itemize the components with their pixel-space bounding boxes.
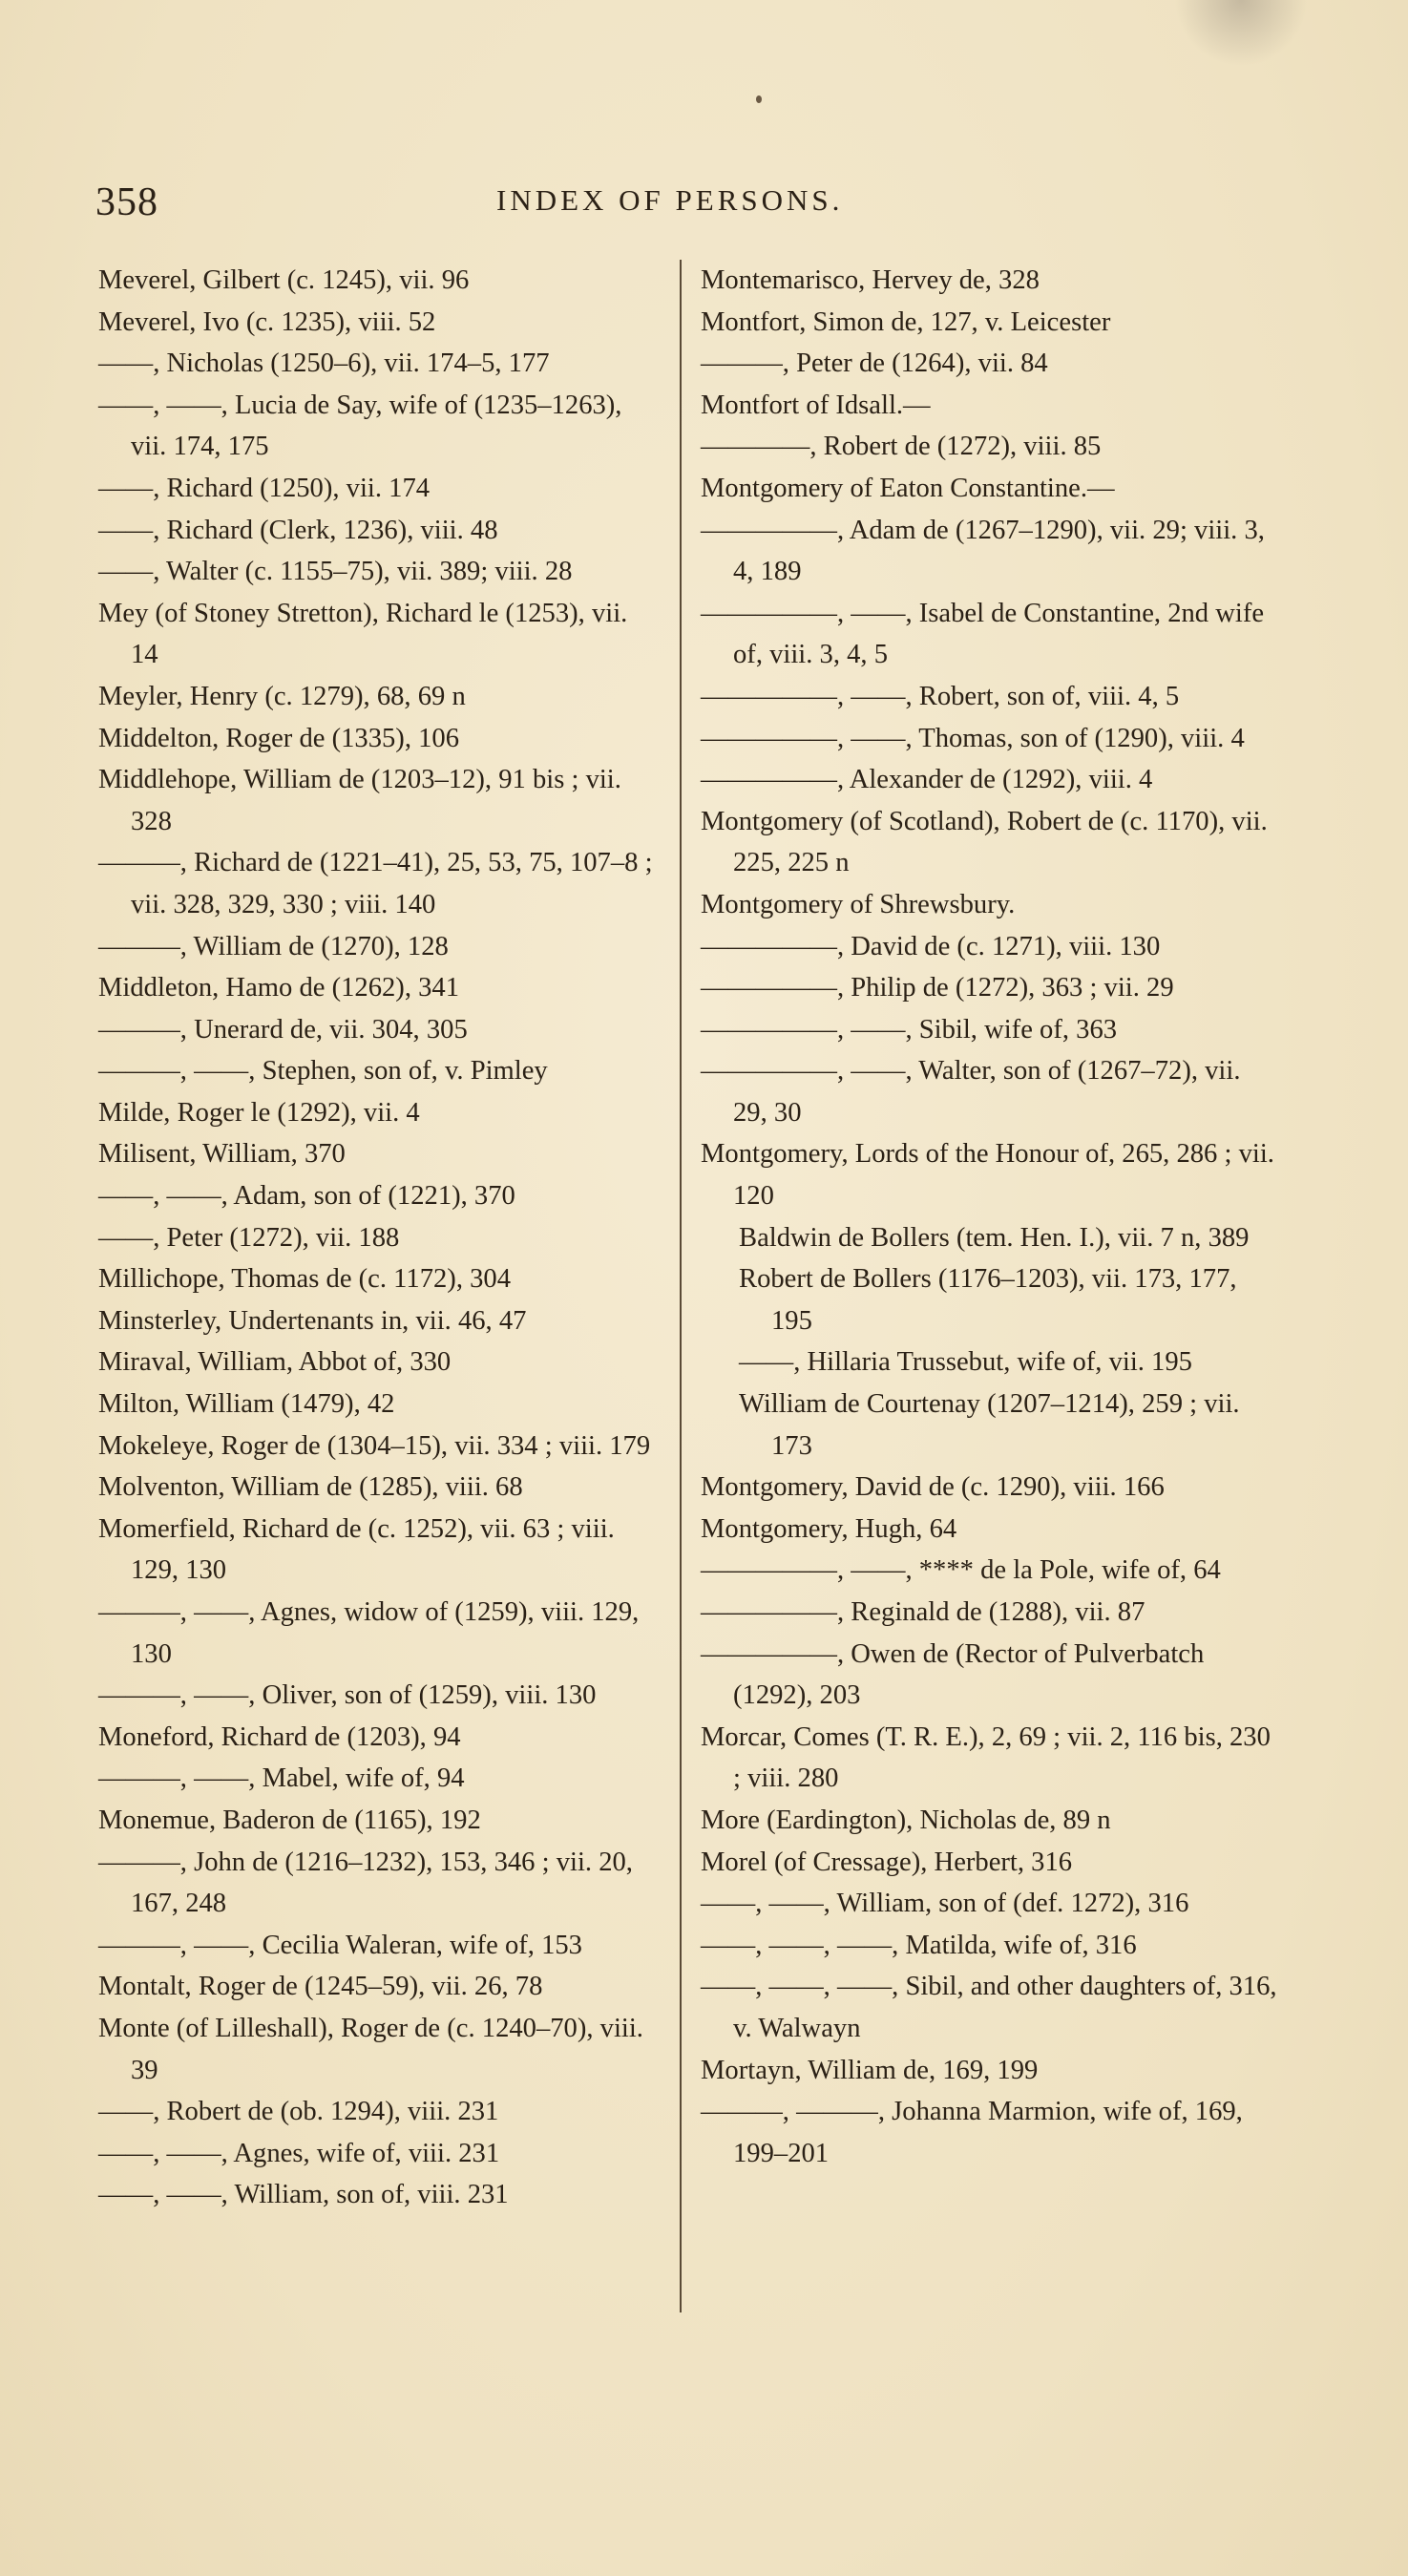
index-entry: Milde, Roger le (1292), vii. 4 <box>98 1097 420 1128</box>
index-entry: Morcar, Comes (T. R. E.), 2, 69 ; vii. 2, 116 bis, 230 ; viii. 280 <box>701 1721 1271 1794</box>
index-entry: Monemue, Baderon de (1165), 192 <box>98 1805 481 1835</box>
index-entry: Montfort, Simon de, 127, v. Leicester <box>701 306 1111 337</box>
index-entry: Montgomery, David de (c. 1290), viii. 166 <box>701 1472 1165 1503</box>
index-entry: Millichope, Thomas de (c. 1172), 304 <box>98 1264 512 1295</box>
index-entry: —————, ——, Isabel de Constantine, 2nd wife of, viii. 3, 4, 5 <box>701 598 1265 670</box>
column-divider <box>680 260 682 2312</box>
index-entry: ———, William de (1270), 128 <box>98 931 449 961</box>
index-entry: More (Eardington), Nicholas de, 89 n <box>701 1805 1111 1835</box>
index-entry: Middelton, Roger de (1335), 106 <box>98 723 460 753</box>
index-entry: ———, ——, Stephen, son of, v. Pimley <box>98 1056 548 1087</box>
index-entry: William de Courtenay (1207–1214), 259 ; vii. 173 <box>739 1389 1240 1461</box>
index-entry: ——, ——, ——, Sibil, and other daughters of, 316, v. Walwayn <box>701 1972 1277 2043</box>
index-entry: Montgomery, Hugh, 64 <box>701 1513 957 1544</box>
index-entry: —————, ——, Walter, son of (1267–72), vii. 29, 30 <box>701 1056 1241 1128</box>
index-entry: Mokeleye, Roger de (1304–15), vii. 334 ; viii. 179 <box>98 1430 651 1461</box>
index-entry: —————, Philip de (1272), 363 ; vii. 29 <box>701 973 1174 1003</box>
index-entry: ——, Peter (1272), vii. 188 <box>98 1222 400 1253</box>
index-entry: Moneford, Richard de (1203), 94 <box>98 1721 461 1752</box>
index-entry: —————, ——, Robert, son of, viii. 4, 5 <box>701 681 1180 711</box>
index-entry: Montemarisco, Hervey de, 328 <box>701 265 1040 295</box>
index-entry: —————, Adam de (1267–1290), vii. 29; viii. 3, 4, 189 <box>701 515 1265 587</box>
index-entry: ——, Nicholas (1250–6), vii. 174–5, 177 <box>98 348 550 379</box>
index-entry: Meyler, Henry (c. 1279), 68, 69 n <box>98 681 466 711</box>
index-entry: ——, ——, Lucia de Say, wife of (1235–1263), vii. 174, 175 <box>98 390 622 462</box>
index-entry: Milton, William (1479), 42 <box>98 1389 395 1420</box>
index-entry: ———, ———, Johanna Marmion, wife of, 169, 199–201 <box>701 2097 1243 2168</box>
index-entry: Montgomery of Shrewsbury. <box>701 889 1016 919</box>
index-entry: —————, ——, Thomas, son of (1290), viii. 4 <box>701 723 1245 753</box>
index-entry: ———, Richard de (1221–41), 25, 53, 75, 107–8 ; vii. 328, 329, 330 ; viii. 140 <box>98 848 653 919</box>
right-index-column <box>701 260 1278 2174</box>
index-entry: ———, ——, Mabel, wife of, 94 <box>98 1763 465 1794</box>
index-entry: —————, ——, Sibil, wife of, 363 <box>701 1014 1118 1045</box>
index-entry: Morel (of Cressage), Herbert, 316 <box>701 1847 1073 1877</box>
index-entry: ——, Hillaria Trussebut, wife of, vii. 195 <box>739 1347 1192 1378</box>
index-entry: Middlehope, William de (1203–12), 91 bis ; vii. 328 <box>98 765 621 836</box>
index-entry: Monte (of Lilleshall), Roger de (c. 1240–70), viii. 39 <box>98 2013 643 2085</box>
index-entry: Milisent, William, 370 <box>98 1139 346 1170</box>
index-entry: —————, Alexander de (1292), viii. 4 <box>701 765 1153 795</box>
index-entry: ——, Robert de (ob. 1294), viii. 231 <box>98 2097 499 2127</box>
index-entry: —————, Reginald de (1288), vii. 87 <box>701 1597 1145 1627</box>
index-entry: Mortayn, William de, 169, 199 <box>701 2055 1039 2085</box>
index-entry: ————, Robert de (1272), viii. 85 <box>701 432 1102 462</box>
index-entry: ——, Richard (Clerk, 1236), viii. 48 <box>98 515 498 545</box>
paper-stain <box>1174 0 1308 67</box>
index-entry: Baldwin de Bollers (tem. Hen. I.), vii. 7 n, 389 <box>739 1222 1250 1253</box>
index-entry: ——, Walter (c. 1155–75), vii. 389; viii. 28 <box>98 557 573 587</box>
index-entry: ——, ——, ——, Matilda, wife of, 316 <box>701 1930 1137 1960</box>
index-entry: ——, ——, Agnes, wife of, viii. 231 <box>98 2138 500 2168</box>
index-entry: ——, ——, William, son of (def. 1272), 316 <box>701 1889 1189 1919</box>
index-entry: —————, ——, **** de la Pole, wife of, 64 <box>701 1555 1221 1586</box>
index-entry: Molventon, William de (1285), viii. 68 <box>98 1472 523 1503</box>
index-entry: —————, David de (c. 1271), viii. 130 <box>701 931 1161 961</box>
index-entry: Montfort of Idsall.— <box>701 390 931 420</box>
index-entry: Montgomery (of Scotland), Robert de (c. 1170), vii. 225, 225 n <box>701 806 1268 878</box>
index-entry: ———, Unerard de, vii. 304, 305 <box>98 1014 468 1045</box>
page-header <box>95 179 1336 227</box>
index-entry: ———, ——, Agnes, widow of (1259), viii. 129, 130 <box>98 1597 640 1669</box>
index-entry: ——, ——, Adam, son of (1221), 370 <box>98 1181 515 1212</box>
running-head: INDEX OF PERSONS. <box>496 183 844 217</box>
index-entry: Robert de Bollers (1176–1203), vii. 173, 177, 195 <box>739 1264 1237 1336</box>
index-entry: ———, ——, Oliver, son of (1259), viii. 130 <box>98 1680 597 1711</box>
index-entry: ——, ——, William, son of, viii. 231 <box>98 2180 509 2210</box>
index-entry: ———, Peter de (1264), vii. 84 <box>701 348 1048 379</box>
index-entry: Montgomery of Eaton Constantine.— <box>701 473 1115 503</box>
index-entry: Meverel, Ivo (c. 1235), viii. 52 <box>98 306 436 337</box>
index-entry: Montalt, Roger de (1245–59), vii. 26, 78 <box>98 1972 543 2002</box>
index-entry: Mey (of Stoney Stretton), Richard le (1253), vii. 14 <box>98 598 628 670</box>
index-entry: Momerfield, Richard de (c. 1252), vii. 63 ; viii. 129, 130 <box>98 1513 615 1586</box>
index-entry: Minsterley, Undertenants in, vii. 46, 47 <box>98 1305 527 1336</box>
index-entry: Montgomery, Lords of the Honour of, 265, 286 ; vii. 120 <box>701 1139 1274 1212</box>
index-entry: —————, Owen de (Rector of Pulverbatch (1292), 203 <box>701 1638 1205 1711</box>
index-entry: ———, John de (1216–1232), 153, 346 ; vii. 20, 167, 248 <box>98 1847 633 1919</box>
index-entry: ———, ——, Cecilia Waleran, wife of, 153 <box>98 1930 582 1960</box>
index-entry: ——, Richard (1250), vii. 174 <box>98 473 431 503</box>
index-entry: Meverel, Gilbert (c. 1245), vii. 96 <box>98 265 470 295</box>
index-entry: Middleton, Hamo de (1262), 341 <box>98 973 460 1003</box>
left-index-column <box>98 260 662 2216</box>
ink-speck <box>756 95 762 103</box>
index-entry: Miraval, William, Abbot of, 330 <box>98 1347 452 1378</box>
page-number: 358 <box>95 180 158 224</box>
